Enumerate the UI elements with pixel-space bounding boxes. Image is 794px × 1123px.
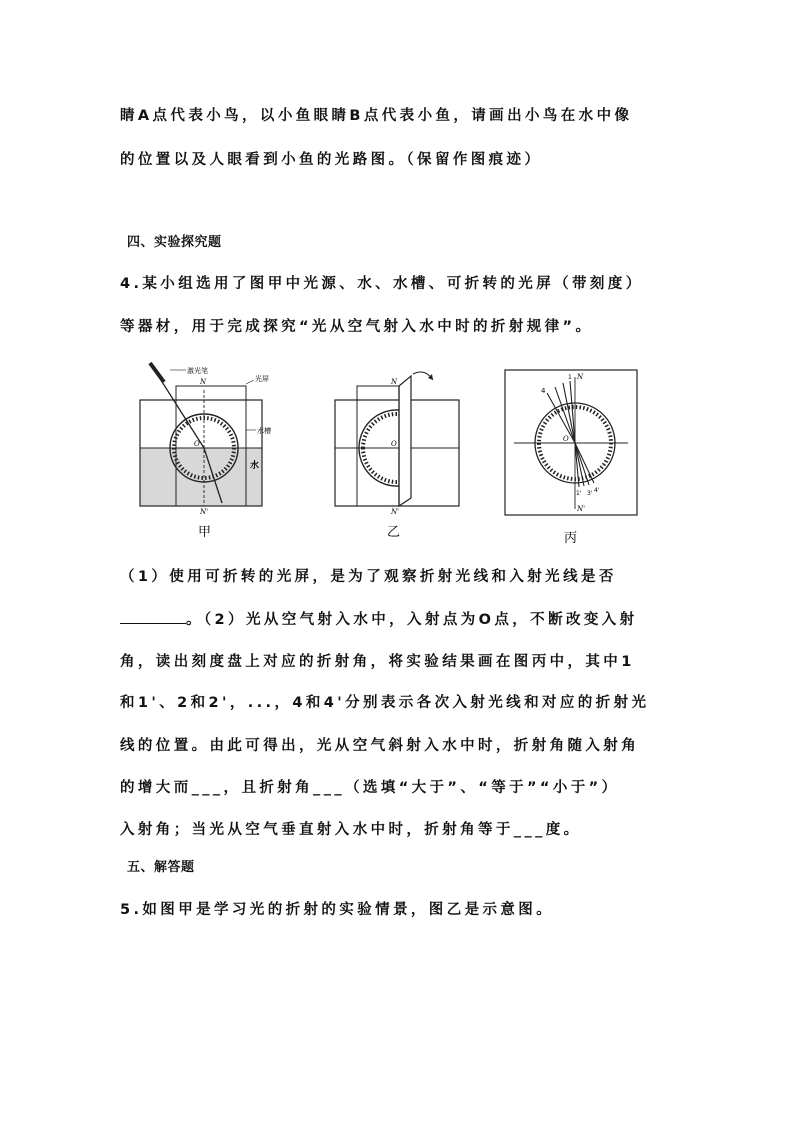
sub-question-1: （1）使用可折转的光屏，是为了观察折射光线和入射光线是否 — [120, 569, 617, 585]
answer-blank-1[interactable] — [120, 609, 186, 624]
figure-bing — [500, 365, 650, 550]
point-o-label: O — [563, 435, 569, 443]
question-5-line-1: 5.如图甲是学习光的折射的实验情景，图乙是示意图。 — [120, 902, 555, 918]
ray-1-label: 1 — [568, 374, 572, 381]
figure-jia — [130, 360, 280, 545]
incident-ray-1 — [570, 381, 575, 443]
screen-folded-half — [399, 376, 411, 506]
ray-4-prime-label: 4' — [594, 487, 600, 494]
ray-4-label: 4 — [541, 387, 546, 395]
sub-question-2-line-4: 线的位置。由此可得出，光从空气斜射入水中时，折射角随入射角 — [120, 738, 640, 754]
laser-pen — [150, 363, 164, 382]
text-line-2: 的位置以及人眼看到小鱼的光路图。（保留作图痕迹） — [120, 152, 543, 168]
section-4-heading: 四、实验探究题 — [127, 235, 222, 250]
sub-question-2-line-1 — [120, 609, 638, 630]
figure-jia-caption: 甲 — [198, 525, 212, 540]
normal-label-n-prime: N' — [200, 508, 209, 516]
figure-bing-caption: 丙 — [564, 531, 578, 546]
sub-question-2-line-6: 入射角；当光从空气垂直射入水中时，折射角等于___度。 — [120, 822, 582, 838]
question-4-line-2: 等器材，用于完成探究“光从空气射入水中时的折射规律”。 — [120, 319, 594, 335]
normal-label-n-prime: N' — [577, 505, 586, 513]
ray-3-prime-label: 3' — [587, 490, 593, 497]
text-line-1: 睛A点代表小鸟，以小鱼眼睛B点代表小鱼，请画出小鸟在水中像 — [120, 108, 633, 124]
water-label: 水 — [250, 461, 260, 471]
laser-label: 激光笔 — [187, 367, 208, 375]
screen-label-leader — [246, 380, 254, 384]
tank-outline — [335, 400, 459, 506]
figure-yi — [325, 360, 470, 545]
section-5-heading: 五、解答题 — [127, 860, 195, 875]
sub-question-2-line-5: 的增大而___，且折射角___（选填“大于”、“等于”“小于”） — [120, 780, 620, 796]
normal-label-n: N — [391, 378, 398, 386]
ray-1-prime-label: 1' — [576, 490, 582, 497]
normal-label-n-prime: N' — [391, 508, 400, 516]
figure-yi-caption: 乙 — [387, 525, 401, 540]
point-o-label: O — [194, 440, 200, 448]
screen-label: 光屏 — [255, 375, 269, 383]
sub-question-2-line-3: 和1'、2和2'，...，4和4'分别表示各次入射光线和对应的折射光 — [120, 695, 650, 711]
normal-label-n: N — [577, 373, 584, 381]
question-4-line-1: 4.某小组选用了图甲中光源、水、水槽、可折转的光屏（带刻度） — [120, 276, 644, 292]
tank-label: 水槽 — [257, 427, 271, 435]
sub-question-2-line-2: 角，读出刻度盘上对应的折射角，将实验结果画在图丙中，其中1 — [120, 654, 635, 670]
dial-ticks-lower — [363, 448, 399, 482]
normal-label-n: N — [200, 378, 207, 386]
point-o-label: O — [391, 440, 397, 448]
water-region — [140, 448, 262, 506]
sub-question-2-text: 。（2）光从空气射入水中，入射点为O点，不断改变入射 — [186, 612, 638, 628]
